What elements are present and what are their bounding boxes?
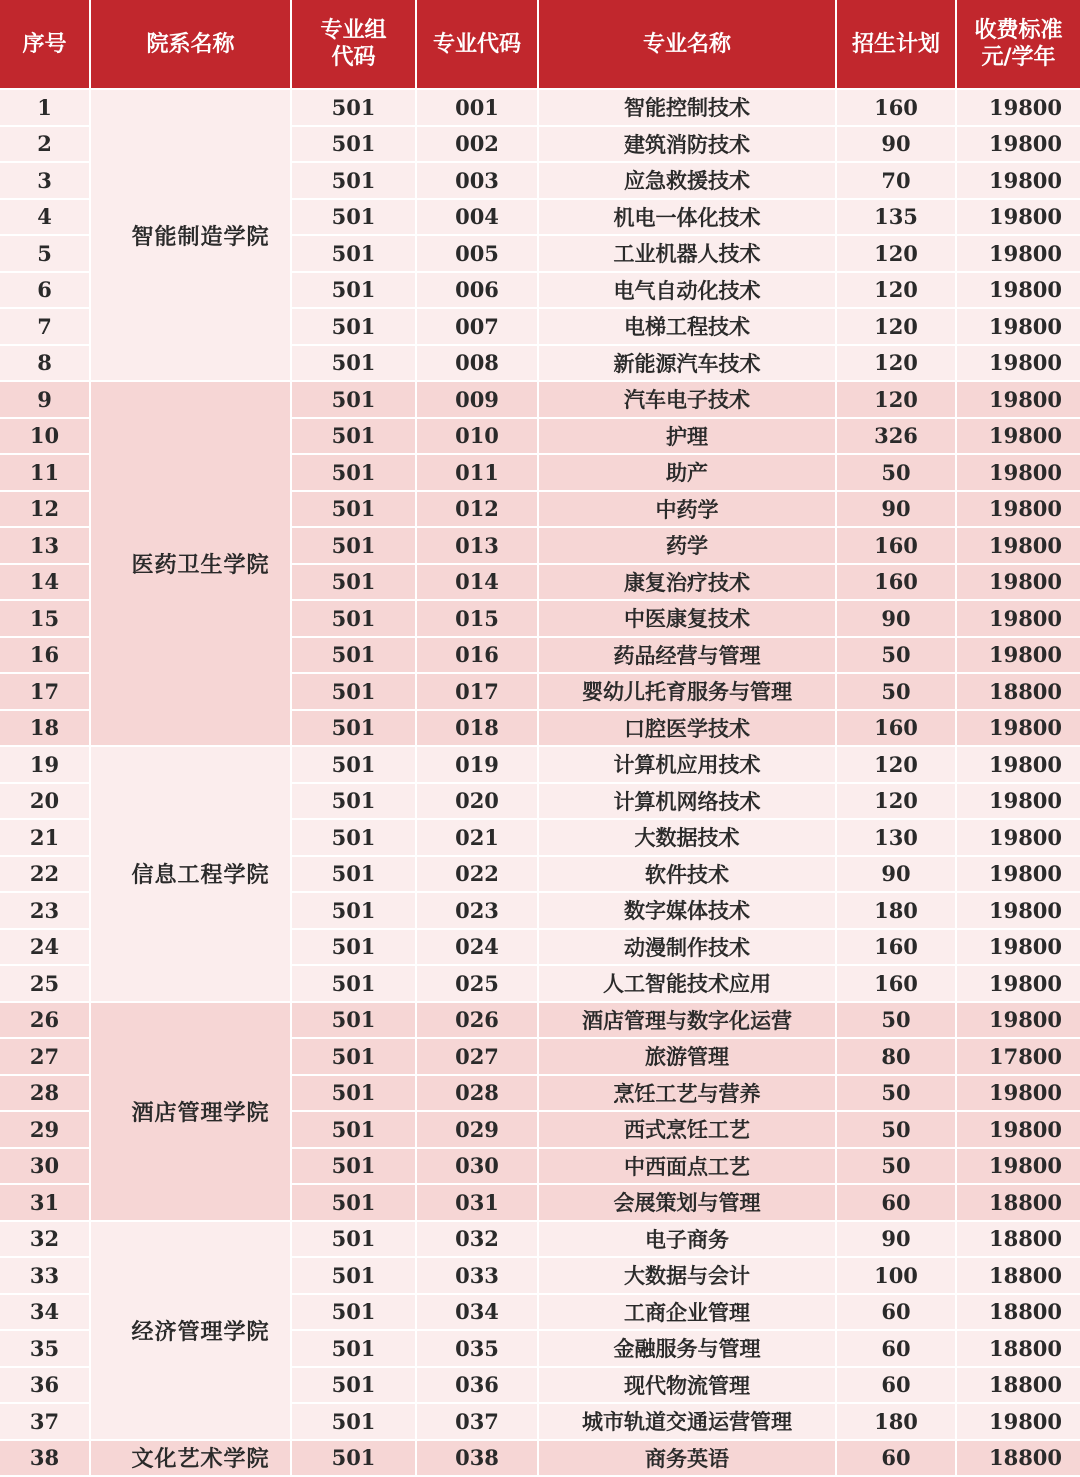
major-name-cell: 现代物流管理: [538, 1367, 836, 1404]
fee-cell: 18800: [956, 1440, 1080, 1477]
major-name-cell: 城市轨道交通运营管理: [538, 1403, 836, 1440]
major-name-cell: 商务英语: [538, 1440, 836, 1477]
fee-cell: 18800: [956, 1367, 1080, 1404]
major-code-cell: 023: [416, 892, 538, 929]
major-name-cell: 康复治疗技术: [538, 564, 836, 601]
major-code-cell: 029: [416, 1111, 538, 1148]
group-code-cell: 501: [291, 126, 416, 163]
major-code-cell: 013: [416, 527, 538, 564]
header-group-code: 专业组 代码: [291, 0, 416, 89]
fee-cell: 19800: [956, 162, 1080, 199]
table-row: [0, 89, 1080, 126]
major-name-cell: 护理: [538, 418, 836, 455]
major-code-cell: 004: [416, 199, 538, 236]
enrollment-plan-cell: 120: [836, 308, 956, 345]
major-name-cell: 会展策划与管理: [538, 1184, 836, 1221]
enrollment-plan-cell: 160: [836, 710, 956, 747]
group-code-cell: 501: [291, 929, 416, 966]
serial-no-cell: 8: [0, 345, 90, 382]
table-row: [0, 746, 1080, 783]
major-name-cell: 软件技术: [538, 856, 836, 893]
fee-cell: 19800: [956, 308, 1080, 345]
major-code-cell: 007: [416, 308, 538, 345]
major-name-cell: 大数据技术: [538, 819, 836, 856]
table-row: [0, 1002, 1080, 1039]
group-code-cell: 501: [291, 1002, 416, 1039]
group-code-cell: 501: [291, 527, 416, 564]
header-department: 院系名称: [90, 0, 291, 89]
department-cell: 经济管理学院: [90, 1221, 291, 1440]
fee-cell: 18800: [956, 1294, 1080, 1331]
major-name-cell: 烹饪工艺与营养: [538, 1075, 836, 1112]
major-code-cell: 006: [416, 272, 538, 309]
major-name-cell: 金融服务与管理: [538, 1330, 836, 1367]
enrollment-plan-cell: 80: [836, 1038, 956, 1075]
group-code-cell: 501: [291, 1294, 416, 1331]
fee-cell: 19800: [956, 637, 1080, 674]
serial-no-cell: 30: [0, 1148, 90, 1185]
serial-no-cell: 26: [0, 1002, 90, 1039]
table-row: [0, 1221, 1080, 1258]
major-name-cell: 智能控制技术: [538, 89, 836, 126]
major-code-cell: 003: [416, 162, 538, 199]
major-code-cell: 018: [416, 710, 538, 747]
serial-no-cell: 25: [0, 965, 90, 1002]
fee-cell: 19800: [956, 1111, 1080, 1148]
major-name-cell: 动漫制作技术: [538, 929, 836, 966]
fee-cell: 19800: [956, 710, 1080, 747]
enrollment-plan-cell: 160: [836, 527, 956, 564]
major-code-cell: 015: [416, 600, 538, 637]
enrollment-plan-cell: 50: [836, 1075, 956, 1112]
major-name-cell: 中医康复技术: [538, 600, 836, 637]
major-name-cell: 计算机应用技术: [538, 746, 836, 783]
major-name-cell: 婴幼儿托育服务与管理: [538, 673, 836, 710]
enrollment-plan-cell: 160: [836, 929, 956, 966]
fee-cell: 19800: [956, 235, 1080, 272]
major-code-cell: 026: [416, 1002, 538, 1039]
group-code-cell: 501: [291, 637, 416, 674]
major-name-cell: 工商企业管理: [538, 1294, 836, 1331]
fee-cell: 19800: [956, 381, 1080, 418]
table-header: [0, 0, 1080, 89]
group-code-cell: 501: [291, 783, 416, 820]
enrollment-plan-cell: 90: [836, 600, 956, 637]
serial-no-cell: 16: [0, 637, 90, 674]
fee-cell: 19800: [956, 418, 1080, 455]
enrollment-plan-cell: 50: [836, 1002, 956, 1039]
header-enrollment-plan: 招生计划: [836, 0, 956, 89]
header-major-code: 专业代码: [416, 0, 538, 89]
department-cell: 酒店管理学院: [90, 1002, 291, 1221]
serial-no-cell: 10: [0, 418, 90, 455]
serial-no-cell: 12: [0, 491, 90, 528]
major-name-cell: 中药学: [538, 491, 836, 528]
major-code-cell: 035: [416, 1330, 538, 1367]
group-code-cell: 501: [291, 491, 416, 528]
fee-cell: 19800: [956, 126, 1080, 163]
enrollment-plan-cell: 180: [836, 1403, 956, 1440]
serial-no-cell: 2: [0, 126, 90, 163]
major-name-cell: 西式烹饪工艺: [538, 1111, 836, 1148]
major-name-cell: 酒店管理与数字化运营: [538, 1002, 836, 1039]
enrollment-plan-cell: 120: [836, 783, 956, 820]
major-name-cell: 药学: [538, 527, 836, 564]
serial-no-cell: 3: [0, 162, 90, 199]
serial-no-cell: 7: [0, 308, 90, 345]
enrollment-plan-cell: 100: [836, 1257, 956, 1294]
major-name-cell: 应急救援技术: [538, 162, 836, 199]
enrollment-plan-cell: 120: [836, 746, 956, 783]
group-code-cell: 501: [291, 308, 416, 345]
fee-cell: 17800: [956, 1038, 1080, 1075]
enrollment-plan-cell: 160: [836, 965, 956, 1002]
major-name-cell: 人工智能技术应用: [538, 965, 836, 1002]
major-name-cell: 电子商务: [538, 1221, 836, 1258]
group-code-cell: 501: [291, 418, 416, 455]
serial-no-cell: 22: [0, 856, 90, 893]
major-name-cell: 汽车电子技术: [538, 381, 836, 418]
major-name-cell: 数字媒体技术: [538, 892, 836, 929]
serial-no-cell: 37: [0, 1403, 90, 1440]
fee-cell: 19800: [956, 89, 1080, 126]
serial-no-cell: 28: [0, 1075, 90, 1112]
major-name-cell: 机电一体化技术: [538, 199, 836, 236]
serial-no-cell: 27: [0, 1038, 90, 1075]
group-code-cell: 501: [291, 892, 416, 929]
enrollment-plan-cell: 90: [836, 491, 956, 528]
group-code-cell: 501: [291, 965, 416, 1002]
fee-cell: 19800: [956, 746, 1080, 783]
major-name-cell: 工业机器人技术: [538, 235, 836, 272]
serial-no-cell: 29: [0, 1111, 90, 1148]
major-code-cell: 008: [416, 345, 538, 382]
group-code-cell: 501: [291, 673, 416, 710]
group-code-cell: 501: [291, 600, 416, 637]
serial-no-cell: 18: [0, 710, 90, 747]
header-major-name: 专业名称: [538, 0, 836, 89]
fee-cell: 18800: [956, 1257, 1080, 1294]
enrollment-plan-cell: 120: [836, 345, 956, 382]
department-cell: 文化艺术学院: [90, 1440, 291, 1477]
fee-cell: 19800: [956, 783, 1080, 820]
group-code-cell: 501: [291, 381, 416, 418]
serial-no-cell: 33: [0, 1257, 90, 1294]
enrollment-plan-cell: 180: [836, 892, 956, 929]
major-code-cell: 028: [416, 1075, 538, 1112]
major-code-cell: 012: [416, 491, 538, 528]
table-row: [0, 1440, 1080, 1477]
enrollment-plan-cell: 130: [836, 819, 956, 856]
department-cell: 信息工程学院: [90, 746, 291, 1002]
major-code-cell: 034: [416, 1294, 538, 1331]
enrollment-plan-cell: 120: [836, 272, 956, 309]
major-code-cell: 011: [416, 454, 538, 491]
enrollment-plan-cell: 90: [836, 126, 956, 163]
group-code-cell: 501: [291, 1038, 416, 1075]
enrollment-plan-cell: 90: [836, 1221, 956, 1258]
serial-no-cell: 38: [0, 1440, 90, 1477]
serial-no-cell: 17: [0, 673, 90, 710]
major-name-cell: 口腔医学技术: [538, 710, 836, 747]
group-code-cell: 501: [291, 856, 416, 893]
serial-no-cell: 23: [0, 892, 90, 929]
major-code-cell: 030: [416, 1148, 538, 1185]
serial-no-cell: 9: [0, 381, 90, 418]
fee-cell: 19800: [956, 1403, 1080, 1440]
enrollment-plan-cell: 120: [836, 235, 956, 272]
major-code-cell: 001: [416, 89, 538, 126]
fee-cell: 19800: [956, 600, 1080, 637]
major-code-cell: 021: [416, 819, 538, 856]
enrollment-plan-cell: 60: [836, 1330, 956, 1367]
serial-no-cell: 32: [0, 1221, 90, 1258]
major-name-cell: 新能源汽车技术: [538, 345, 836, 382]
group-code-cell: 501: [291, 1403, 416, 1440]
header-serial-no: 序号: [0, 0, 90, 89]
major-code-cell: 027: [416, 1038, 538, 1075]
serial-no-cell: 5: [0, 235, 90, 272]
major-code-cell: 002: [416, 126, 538, 163]
fee-cell: 19800: [956, 527, 1080, 564]
fee-cell: 19800: [956, 892, 1080, 929]
group-code-cell: 501: [291, 746, 416, 783]
serial-no-cell: 20: [0, 783, 90, 820]
fee-cell: 18800: [956, 1330, 1080, 1367]
header-fee: 收费标准 元/学年: [956, 0, 1080, 89]
major-code-cell: 019: [416, 746, 538, 783]
group-code-cell: 501: [291, 1075, 416, 1112]
enrollment-plan-cell: 60: [836, 1294, 956, 1331]
major-name-cell: 助产: [538, 454, 836, 491]
serial-no-cell: 1: [0, 89, 90, 126]
fee-cell: 19800: [956, 819, 1080, 856]
fee-cell: 19800: [956, 1075, 1080, 1112]
group-code-cell: 501: [291, 1367, 416, 1404]
fee-cell: 19800: [956, 1002, 1080, 1039]
major-code-cell: 005: [416, 235, 538, 272]
group-code-cell: 501: [291, 819, 416, 856]
department-cell: 智能制造学院: [90, 89, 291, 381]
group-code-cell: 501: [291, 1257, 416, 1294]
group-code-cell: 501: [291, 1148, 416, 1185]
major-code-cell: 024: [416, 929, 538, 966]
group-code-cell: 501: [291, 345, 416, 382]
major-code-cell: 009: [416, 381, 538, 418]
enrollment-plan-cell: 135: [836, 199, 956, 236]
major-name-cell: 电梯工程技术: [538, 308, 836, 345]
fee-cell: 18800: [956, 673, 1080, 710]
enrollment-plan-cell: 50: [836, 1148, 956, 1185]
enrollment-plan-cell: 70: [836, 162, 956, 199]
serial-no-cell: 35: [0, 1330, 90, 1367]
department-cell: 医药卫生学院: [90, 381, 291, 746]
enrollment-plan-cell: 160: [836, 89, 956, 126]
serial-no-cell: 21: [0, 819, 90, 856]
fee-cell: 19800: [956, 564, 1080, 601]
group-code-cell: 501: [291, 89, 416, 126]
major-code-cell: 036: [416, 1367, 538, 1404]
major-name-cell: 计算机网络技术: [538, 783, 836, 820]
major-code-cell: 017: [416, 673, 538, 710]
serial-no-cell: 15: [0, 600, 90, 637]
major-code-cell: 010: [416, 418, 538, 455]
enrollment-plan-cell: 50: [836, 637, 956, 674]
serial-no-cell: 24: [0, 929, 90, 966]
enrollment-plan-cell: 50: [836, 454, 956, 491]
fee-cell: 19800: [956, 272, 1080, 309]
serial-no-cell: 4: [0, 199, 90, 236]
major-code-cell: 014: [416, 564, 538, 601]
major-name-cell: 中西面点工艺: [538, 1148, 836, 1185]
group-code-cell: 501: [291, 199, 416, 236]
group-code-cell: 501: [291, 1330, 416, 1367]
fee-cell: 19800: [956, 929, 1080, 966]
header-row: [0, 0, 1080, 89]
major-code-cell: 033: [416, 1257, 538, 1294]
serial-no-cell: 13: [0, 527, 90, 564]
enrollment-plan-cell: 160: [836, 564, 956, 601]
enrollment-plan-cell: 50: [836, 673, 956, 710]
group-code-cell: 501: [291, 454, 416, 491]
fee-cell: 19800: [956, 1148, 1080, 1185]
major-code-cell: 032: [416, 1221, 538, 1258]
fee-cell: 19800: [956, 491, 1080, 528]
group-code-cell: 501: [291, 1184, 416, 1221]
fee-cell: 19800: [956, 345, 1080, 382]
major-code-cell: 020: [416, 783, 538, 820]
fee-cell: 19800: [956, 856, 1080, 893]
serial-no-cell: 14: [0, 564, 90, 601]
serial-no-cell: 31: [0, 1184, 90, 1221]
fee-cell: 19800: [956, 965, 1080, 1002]
major-name-cell: 大数据与会计: [538, 1257, 836, 1294]
enrollment-plan-cell: 120: [836, 381, 956, 418]
major-name-cell: 建筑消防技术: [538, 126, 836, 163]
major-name-cell: 药品经营与管理: [538, 637, 836, 674]
group-code-cell: 501: [291, 710, 416, 747]
group-code-cell: 501: [291, 1440, 416, 1477]
group-code-cell: 501: [291, 564, 416, 601]
enrollment-plan-cell: 60: [836, 1184, 956, 1221]
enrollment-plan-cell: 60: [836, 1367, 956, 1404]
group-code-cell: 501: [291, 272, 416, 309]
major-name-cell: 旅游管理: [538, 1038, 836, 1075]
group-code-cell: 501: [291, 1221, 416, 1258]
serial-no-cell: 11: [0, 454, 90, 491]
fee-cell: 18800: [956, 1184, 1080, 1221]
major-code-cell: 038: [416, 1440, 538, 1477]
major-code-cell: 016: [416, 637, 538, 674]
serial-no-cell: 34: [0, 1294, 90, 1331]
fee-cell: 18800: [956, 1221, 1080, 1258]
serial-no-cell: 36: [0, 1367, 90, 1404]
group-code-cell: 501: [291, 162, 416, 199]
enrollment-plan-cell: 326: [836, 418, 956, 455]
table-row: [0, 381, 1080, 418]
group-code-cell: 501: [291, 1111, 416, 1148]
major-code-cell: 031: [416, 1184, 538, 1221]
fee-cell: 19800: [956, 454, 1080, 491]
fee-cell: 19800: [956, 199, 1080, 236]
enrollment-plan-cell: 50: [836, 1111, 956, 1148]
enrollment-plan-cell: 90: [836, 856, 956, 893]
enrollment-plan-cell: 60: [836, 1440, 956, 1477]
major-name-cell: 电气自动化技术: [538, 272, 836, 309]
serial-no-cell: 19: [0, 746, 90, 783]
major-code-cell: 022: [416, 856, 538, 893]
major-code-cell: 037: [416, 1403, 538, 1440]
table-body: [0, 89, 1080, 1476]
serial-no-cell: 6: [0, 272, 90, 309]
group-code-cell: 501: [291, 235, 416, 272]
major-code-cell: 025: [416, 965, 538, 1002]
